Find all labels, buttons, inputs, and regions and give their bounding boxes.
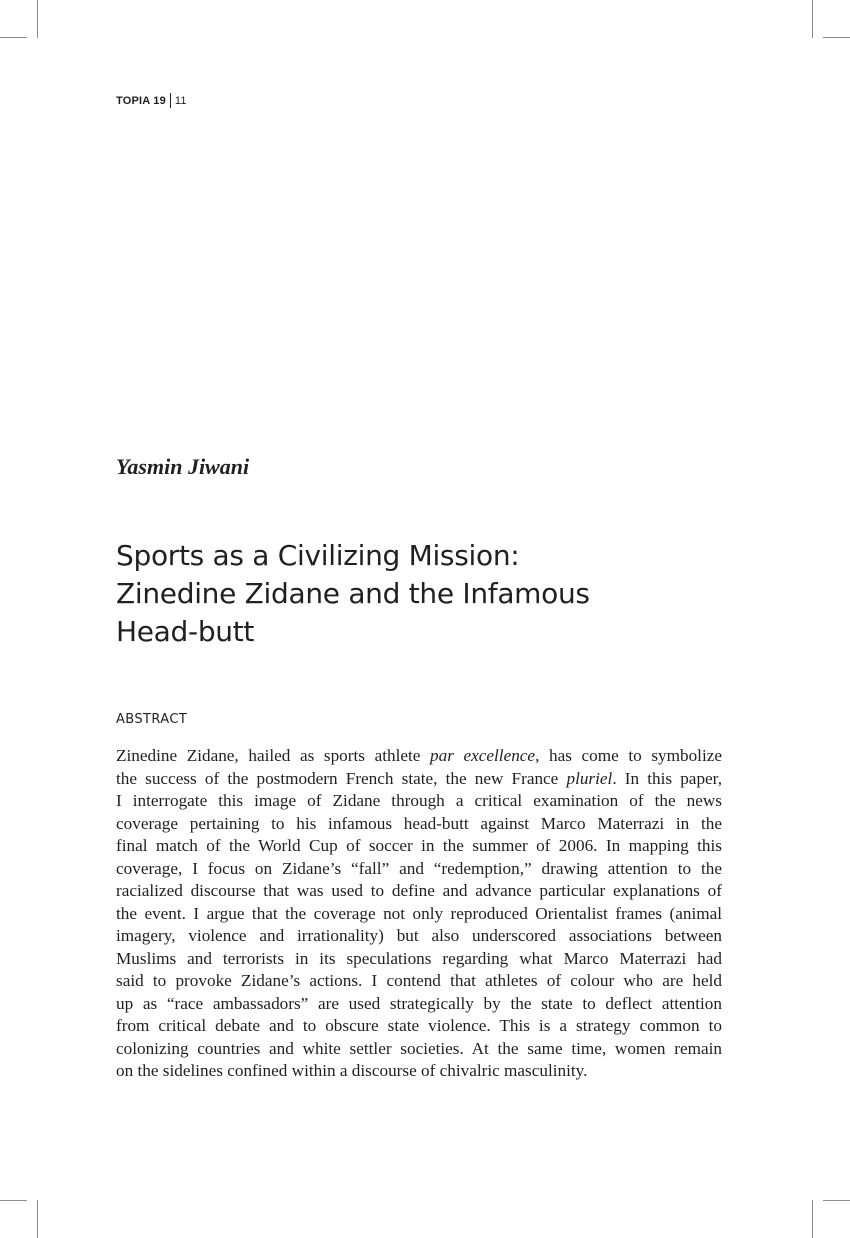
abstract-line — [116, 903, 722, 926]
header-separator — [170, 93, 171, 108]
page-number: 11 — [174, 94, 187, 107]
abstract-line — [116, 768, 722, 791]
abstract-line — [116, 993, 722, 1016]
abstract-text-run: from critical debate and to obscure state violence. This is a strategy common to — [116, 1016, 722, 1035]
crop-mark-bottom-right-h — [823, 1200, 850, 1201]
abstract-line — [116, 835, 722, 858]
abstract-text-run: I interrogate this image of Zidane through a critical examination of the news — [116, 791, 722, 810]
abstract-text-run: , has come to symbolize — [535, 746, 722, 765]
running-header — [116, 93, 187, 108]
abstract-text-run: the success of the postmodern French state, the new France — [116, 768, 567, 788]
abstract-text-run: said to provoke Zidane’s actions. I contend that athletes of colour who are held — [116, 971, 722, 990]
abstract-text-run: . In this paper, — [612, 768, 722, 788]
journal-name: TOPIA 19 — [116, 94, 166, 107]
crop-mark-top-right — [812, 0, 813, 38]
abstract-line — [116, 925, 722, 948]
abstract-text-run: coverage, I focus on Zidane’s “fall” and “redemption,” drawing attention to the — [116, 858, 722, 878]
abstract-text-run: Muslims and terrorists in its speculations regarding what Marco Materrazi had — [116, 948, 722, 968]
abstract-line — [116, 1060, 722, 1083]
abstract-line — [116, 1015, 722, 1038]
abstract-emphasis: pluriel — [566, 768, 613, 788]
abstract-emphasis: par excellence — [430, 746, 536, 765]
abstract-heading: ABSTRACT — [116, 712, 188, 727]
crop-mark-bottom-left — [37, 1200, 38, 1238]
title-line: Zinedine Zidane and the Infamous — [116, 577, 590, 610]
author-name: Yasmin Jiwani — [116, 454, 250, 479]
abstract-line — [116, 1038, 722, 1061]
abstract-line — [116, 970, 722, 993]
abstract-text-run: racialized discourse that was used to define and advance particular explanations of — [116, 881, 722, 900]
abstract-text-run: on the sidelines confined within a discourse of chivalric masculinity. — [116, 1061, 588, 1080]
abstract-line — [116, 880, 722, 903]
abstract-text-run: up as “race ambassadors” are used strategically by the state to deflect attention — [116, 993, 722, 1013]
abstract-line — [116, 745, 722, 768]
abstract-text-run: the event. I argue that the coverage not only reproduced Orientalist frames (animal — [116, 903, 722, 923]
abstract-text-run: colonizing countries and white settler societies. At the same time, women remain — [116, 1038, 722, 1058]
crop-mark-top-left-h — [0, 37, 27, 38]
abstract-text-run: imagery, violence and irrationality) but also underscored associations between — [116, 926, 722, 945]
abstract-line — [116, 813, 722, 836]
abstract-line — [116, 858, 722, 881]
abstract-text-run: coverage pertaining to his infamous head-butt against Marco Materrazi in the — [116, 813, 722, 833]
crop-mark-top-right-h — [823, 37, 850, 38]
abstract-text-run: final match of the World Cup of soccer in the summer of 2006. In mapping this — [116, 836, 722, 855]
crop-mark-bottom-right — [812, 1200, 813, 1238]
abstract-line — [116, 948, 722, 971]
title-line: Head-butt — [116, 615, 255, 648]
abstract-text — [116, 745, 722, 1083]
crop-mark-top-left — [37, 0, 38, 38]
article-title — [116, 537, 716, 651]
abstract-text-run: Zinedine Zidane, hailed as sports athlete — [116, 746, 431, 765]
title-line: Sports as a Civilizing Mission: — [116, 539, 520, 572]
abstract-line — [116, 790, 722, 813]
crop-mark-bottom-left-h — [0, 1200, 27, 1201]
